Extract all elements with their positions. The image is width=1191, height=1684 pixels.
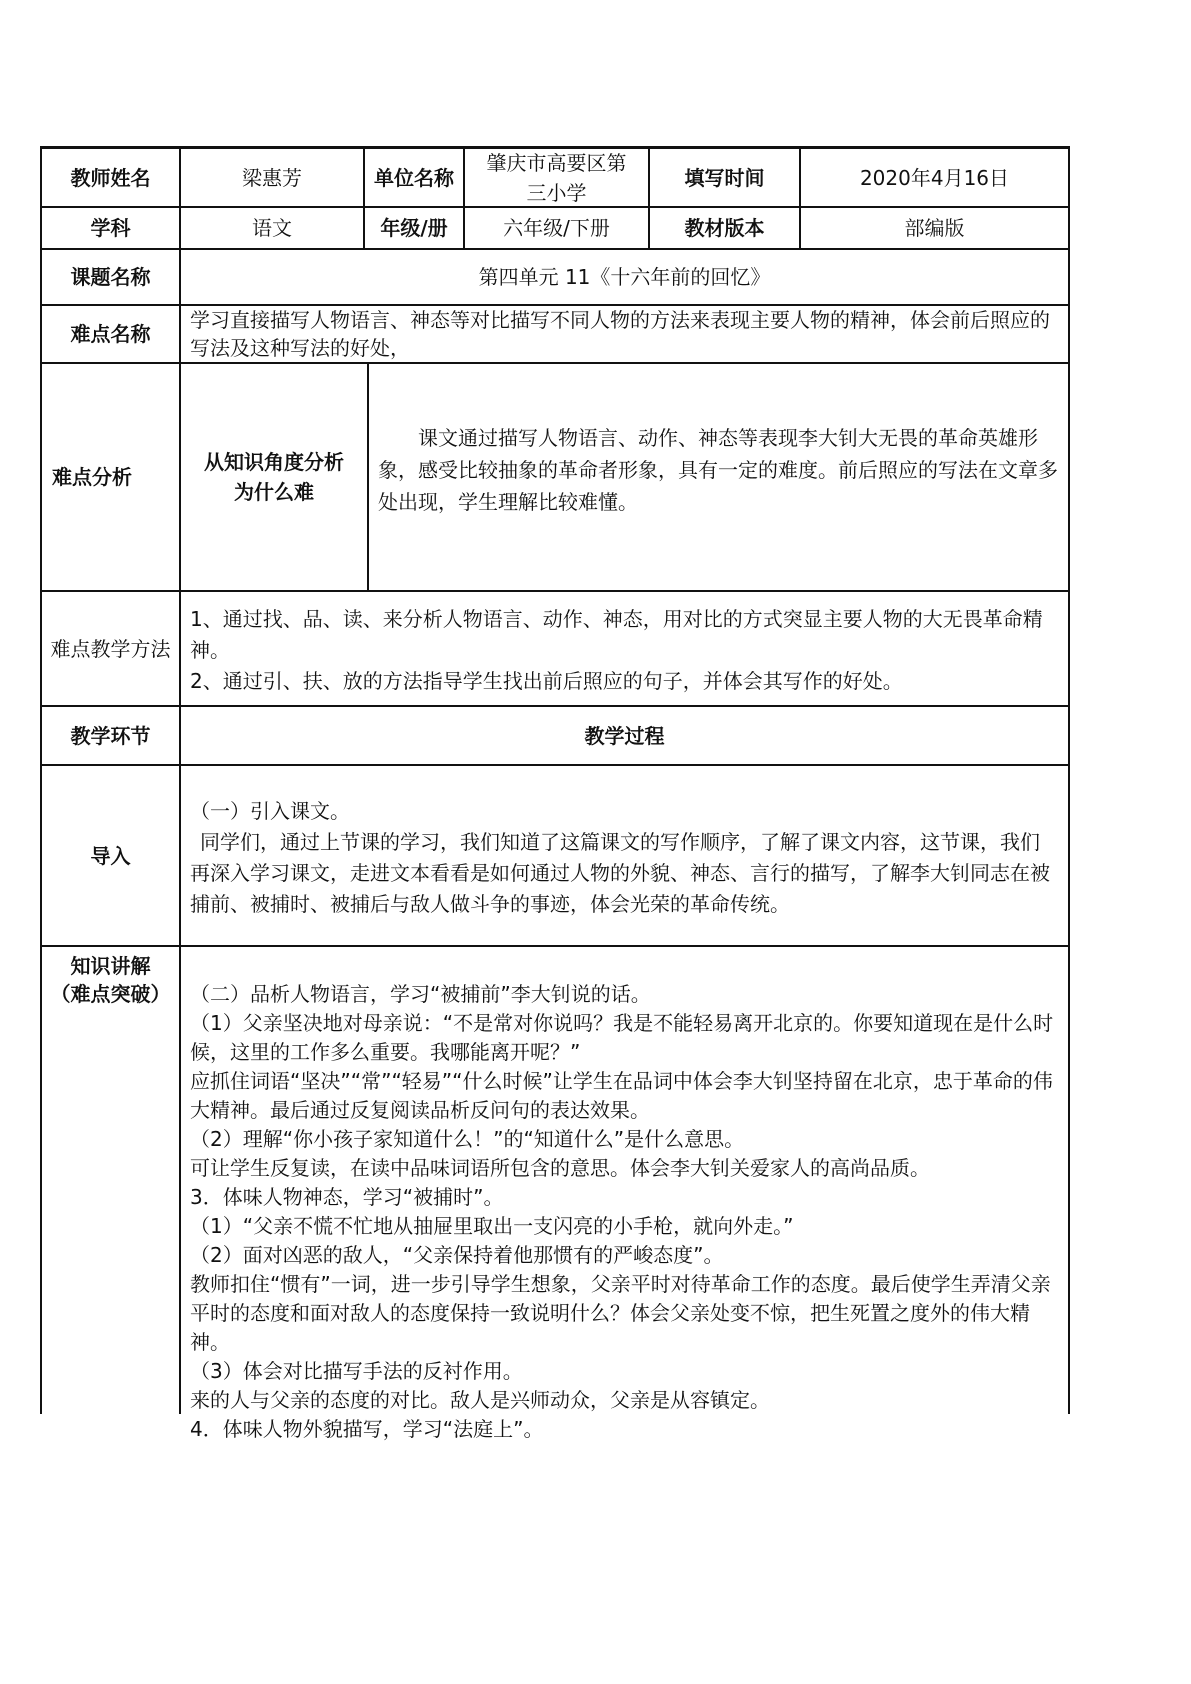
knowledge-line: （2）面对凶恶的敌人，“父亲保持着他那惯有的严峻态度”。 (190, 1243, 724, 1267)
knowledge-line: （2）理解“你小孩子家知道什么！”的“知道什么”是什么意思。 (190, 1127, 745, 1151)
analysis-sub-label: 从知识角度分析为什么难 (204, 450, 344, 504)
intro-label: 导入 (90, 843, 131, 868)
analysis-label: 难点分析 (52, 465, 132, 489)
unit-name-value: 肇庆市高要区第三小学 (486, 150, 627, 205)
knowledge-content (190, 980, 1058, 1444)
knowledge-label-line1: 知识讲解 (70, 954, 151, 978)
grade-value: 六年级/下册 (503, 216, 610, 240)
intro-body: 同学们，通过上节课的学习，我们知道了这篇课文的写作顺序，了解了课文内容，这节课，我们再深入学习课文，走进文本看看是如何通过人物的外貌、神态、言行的描写，了解李大钊同志在被捕前、被捕时、被捕后与敌人做斗争的事迹，体会光荣的革命传统。 (190, 830, 1050, 916)
column-divider (179, 146, 181, 1414)
edition-label: 教材版本 (684, 216, 765, 240)
knowledge-line: 可让学生反复读，在读中品味词语所包含的意思。体会李大钊关爱家人的高尚品质。 (190, 1156, 930, 1180)
analysis-value: 课文通过描写人物语言、动作、神态等表现李大钊大无畏的革命英雄形象，感受比较抽象的革命者形象，具有一定的难度。前后照应的写法在文章多处出现，学生理解比较难懂。 (378, 426, 1058, 514)
row-divider (40, 764, 1070, 766)
topic-label: 课题名称 (70, 265, 151, 289)
knowledge-line: （1）“父亲不慌不忙地从抽屉里取出一支闪亮的小手枪，就向外走。” (190, 1214, 794, 1238)
difficulty-label: 难点名称 (70, 322, 151, 346)
subject-value: 语文 (252, 216, 292, 240)
knowledge-line: 4．体味人物外貌描写，学习“法庭上”。 (190, 1417, 544, 1441)
teacher-name-value: 梁惠芳 (242, 165, 302, 190)
topic-value: 第四单元 11《十六年前的回忆》 (478, 265, 771, 289)
knowledge-label (42, 952, 179, 1008)
knowledge-line: 3．体味人物神态，学习“被捕时”。 (190, 1185, 504, 1209)
column-divider (367, 362, 369, 592)
subject-label: 学科 (90, 216, 131, 240)
difficulty-value: 学习直接描写人物语言、神态等对比描写不同人物的方法来表现主要人物的精神，体会前后照应的写法及这种写法的好处， (190, 308, 1050, 360)
knowledge-line: 教师扣住“惯有”一词，进一步引导学生想象，父亲平时对待革命工作的态度。最后使学生弄清父亲平时的态度和面对敌人的态度保持一致说明什么？体会父亲处变不惊，把生死置之度外的伟大精神。 (190, 1272, 1051, 1354)
grade-label: 年级/册 (380, 216, 448, 240)
intro-title: （一）引入课文。 (190, 799, 350, 823)
unit-name-label: 单位名称 (374, 165, 454, 190)
teacher-name-label: 教师姓名 (70, 165, 151, 190)
process-header: 教学过程 (584, 723, 665, 748)
fill-date-value: 2020年4月16日 (859, 165, 1010, 190)
intro-content (190, 796, 1058, 920)
method-line-2: 2、通过引、扶、放的方法指导学生找出前后照应的句子，并体会其写作的好处。 (190, 669, 903, 693)
edition-value: 部编版 (904, 216, 965, 240)
row-divider (40, 590, 1070, 592)
knowledge-line: 应抓住词语“坚决”“常”“轻易”“什么时候”让学生在品词中体会李大钊坚持留在北京，忠于革命的伟大精神。最后通过反复阅读品析反问句的表达效果。 (190, 1069, 1053, 1122)
knowledge-line: （1）父亲坚决地对母亲说：“不是常对你说吗？我是不能轻易离开北京的。你要知道现在是什么时候，这里的工作多么重要。我哪能离开呢？” (190, 1011, 1054, 1064)
row-divider (40, 945, 1070, 947)
table-border-right (1068, 146, 1070, 1414)
knowledge-line: 来的人与父亲的态度的对比。敌人是兴师动众，父亲是从容镇定。 (190, 1388, 770, 1412)
knowledge-line: （二）品析人物语言，学习“被捕前”李大钊说的话。 (190, 982, 651, 1006)
knowledge-line: （3）体会对比描写手法的反衬作用。 (190, 1359, 523, 1383)
method-content (190, 604, 1062, 697)
method-line-1: 1、通过找、品、读、来分析人物语言、动作、神态，用对比的方式突显主要人物的大无畏革命精神。 (190, 607, 1043, 662)
method-label: 难点教学方法 (50, 636, 171, 661)
fill-date-label: 填写时间 (684, 165, 765, 190)
knowledge-label-line2: （难点突破） (50, 982, 171, 1006)
stage-header: 教学环节 (70, 723, 151, 748)
